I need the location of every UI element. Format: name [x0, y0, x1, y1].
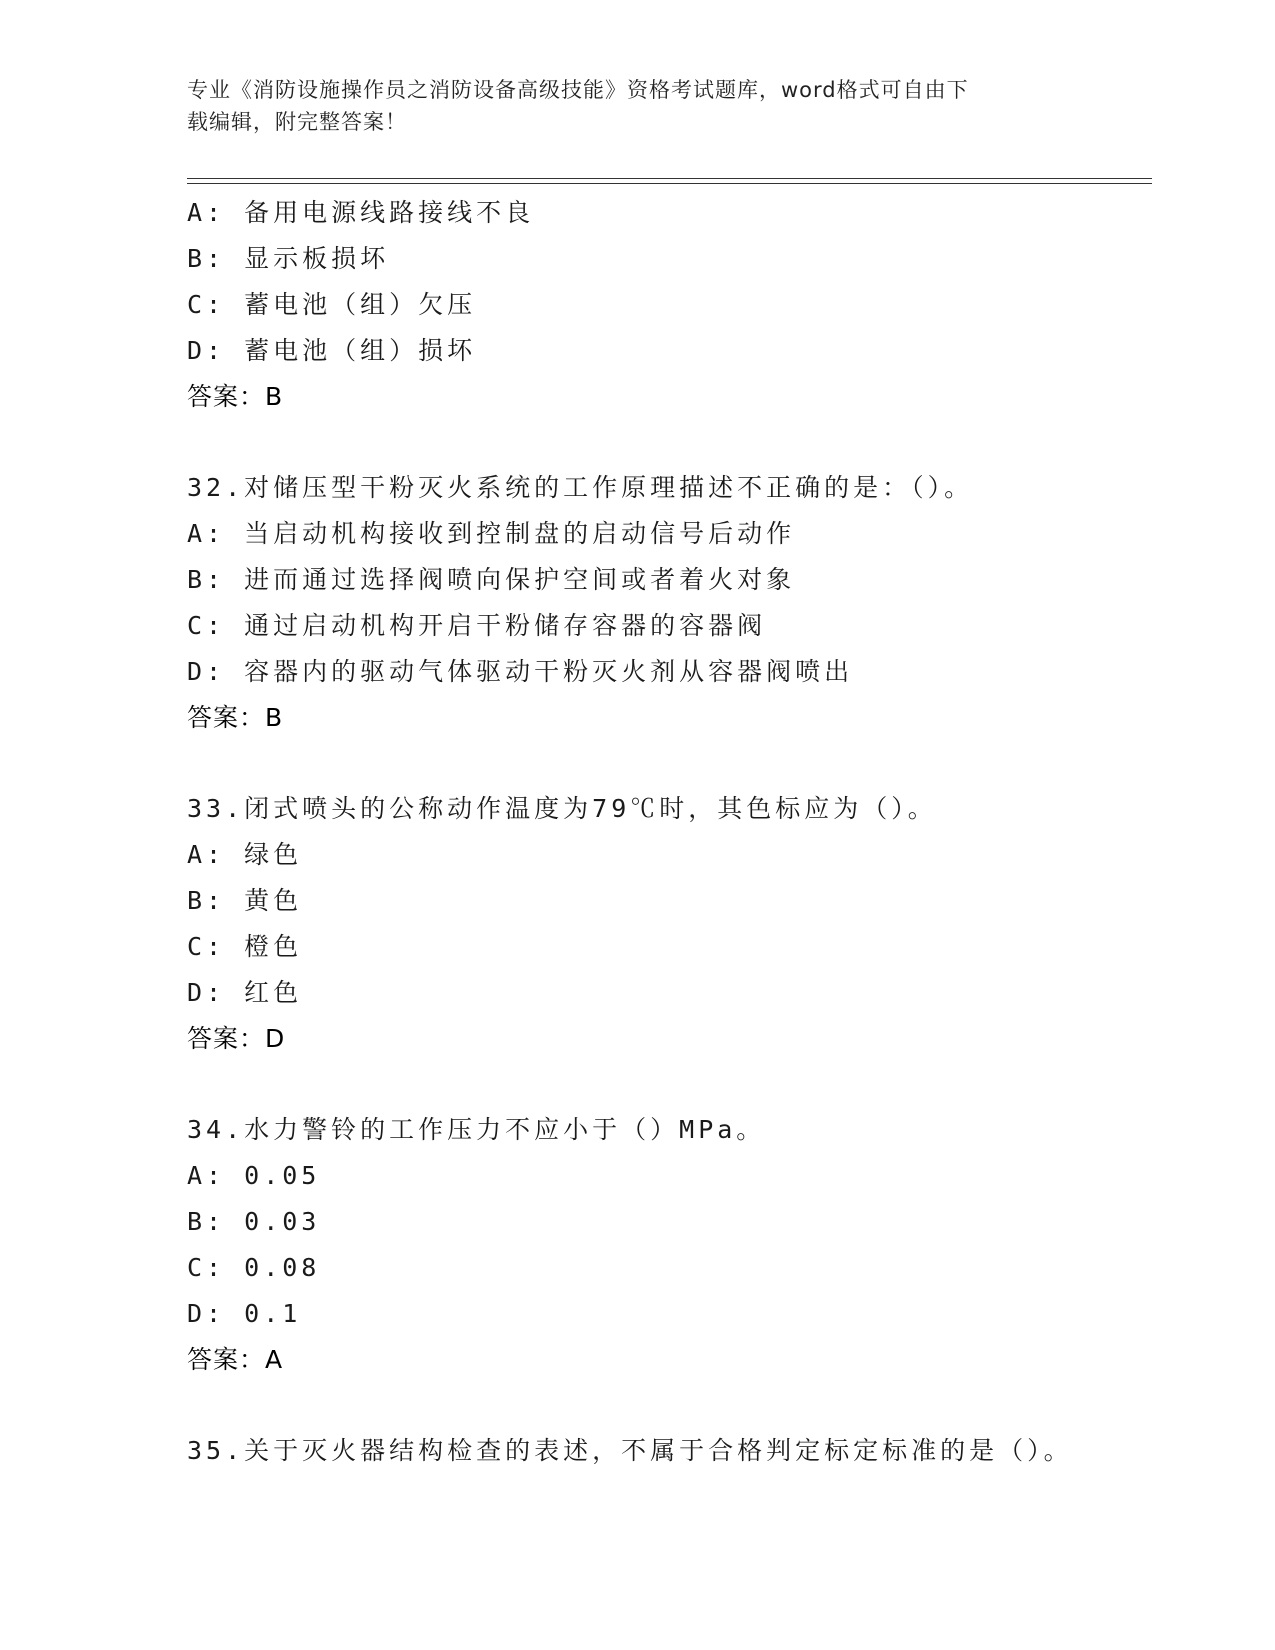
question-block-33: [187, 786, 1152, 1062]
option-b: B: 进而通过选择阀喷向保护空间或者着火对象: [187, 565, 796, 594]
option-a: A: 绿色: [187, 840, 303, 869]
option-b: B: 黄色: [187, 886, 303, 915]
question-text: 32.对储压型干粉灭火系统的工作原理描述不正确的是：（）。: [187, 473, 974, 502]
answer-line: 答案：D: [187, 1024, 286, 1053]
answer-line: 答案：A: [187, 1345, 284, 1374]
spacer: [187, 1383, 1152, 1428]
option-d: D: 容器内的驱动气体驱动干粉灭火剂从容器阀喷出: [187, 657, 854, 686]
option-c: C: 通过启动机构开启干粉储存容器的容器阀: [187, 611, 767, 640]
header-line-2: 载编辑，附完整答案！: [187, 110, 407, 134]
option-a: A: 备用电源线路接线不良: [187, 198, 535, 227]
document-header: [187, 74, 1067, 138]
question-list: [187, 190, 1152, 1474]
option-d: D: 蓄电池（组）损坏: [187, 336, 477, 365]
question-text: 33.闭式喷头的公称动作温度为79℃时，其色标应为（）。: [187, 794, 937, 823]
question-text: 35.关于灭火器结构检查的表述，不属于合格判定标定标准的是（）。: [187, 1436, 1073, 1465]
answer-line: 答案：B: [187, 382, 284, 411]
spacer: [187, 741, 1152, 786]
spacer: [187, 1062, 1152, 1107]
question-block-35: [187, 1428, 1152, 1474]
header-line-1: 专业《消防设施操作员之消防设备高级技能》资格考试题库，word格式可自由下: [187, 78, 969, 102]
option-a: A: 0.05: [187, 1161, 321, 1190]
option-d: D: 红色: [187, 978, 303, 1007]
option-d: D: 0.1: [187, 1299, 302, 1328]
answer-line: 答案：B: [187, 703, 284, 732]
header-rule-top: [187, 178, 1152, 179]
header-rule-bottom: [187, 183, 1152, 184]
spacer: [187, 420, 1152, 465]
option-c: C: 0.08: [187, 1253, 321, 1282]
question-block-34: [187, 1107, 1152, 1383]
option-b: B: 显示板损坏: [187, 244, 390, 273]
option-c: C: 蓄电池（组）欠压: [187, 290, 477, 319]
question-block-32: [187, 465, 1152, 741]
question-text: 34.水力警铃的工作压力不应小于（）MPa。: [187, 1115, 766, 1144]
option-b: B: 0.03: [187, 1207, 321, 1236]
option-a: A: 当启动机构接收到控制盘的启动信号后动作: [187, 519, 796, 548]
question-block-31: [187, 190, 1152, 420]
option-c: C: 橙色: [187, 932, 303, 961]
